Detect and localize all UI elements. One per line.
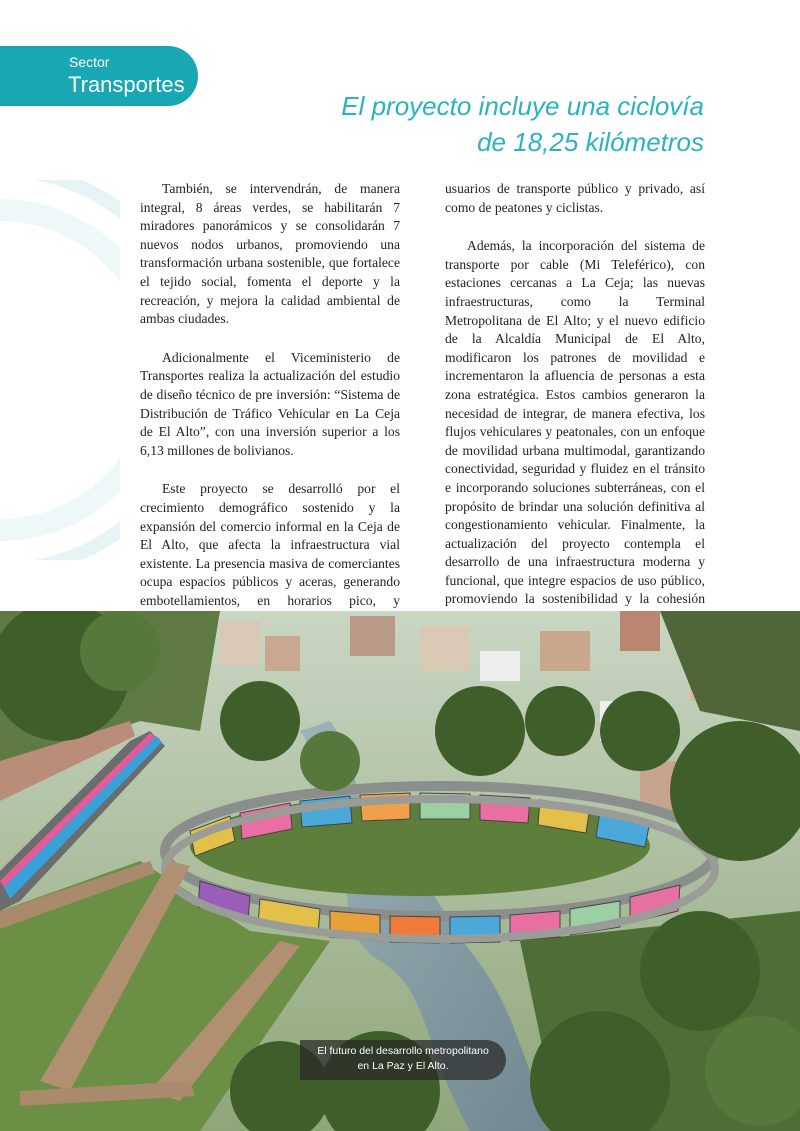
caption-line1: El futuro del desarrollo metropolitano (317, 1045, 489, 1057)
headline (341, 88, 704, 160)
paragraph: Este proyecto se desarrolló por el crecimiento demográfico sostenido y la expansión del comercio informal en la Ceja de El Alto, que afecta la infraestructura vial existente. La presencia masiva de comerciantes ocupa espacios públicos y aceras, generando embotellamientos, en horarios pico, y (140, 481, 400, 608)
section-label: Sector (69, 54, 110, 70)
section-tab (0, 46, 198, 106)
text-column-right (445, 180, 705, 648)
section-name: Transportes (68, 72, 185, 97)
headline-line1: El proyecto incluye una ciclovía (341, 91, 704, 121)
paragraph: Además, la incorporación del sistema de transporte por cable (Mi Teleférico), con estaciones cercanas a La Ceja; las nuevas infraestructuras, como la Terminal Metropolitana de El Alto; y el nuevo edificio de la Alcaldía Municipal de El Alto, modificaron los patrones de movilidad e incrementaron la afluencia de personas a esta zona estratégica. Estos cambios generaron la necesidad de integrar, de manera efectiva, los flujos vehiculares y peatonales, con un enfoque de movilidad urbana multimodal, garantizando conectividad, seguridad y fluidez en el tránsito e incorporando soluciones subterráneas, con el propósito de brindar una solución definitiva al congestionamiento vehicular. Finalmente, la actualización del proyecto contempla el desarrollo de una infraestructura moderna y funcional, que integre espacios de uso público, promoviendo la sostenibilidad y la cohesión (445, 238, 705, 607)
paragraph: usuarios de transporte público y privado, así como de peatones y ciclistas. (445, 181, 705, 215)
headline-line2: de 18,25 kilómetros (477, 127, 704, 157)
paragraph: Adicionalmente el Viceministerio de Transportes realiza la actualización del estudio de diseño técnico de pre inversión: “Sistema de Distribución de Tráfico Vehicular en La Ceja de El Alto”, con una inversión superior a los 6,13 millones de bolivianos. (140, 349, 400, 458)
decorative-arcs (0, 180, 120, 560)
photo-caption (300, 1040, 506, 1080)
caption-line2: en La Paz y El Alto. (357, 1060, 449, 1072)
paragraph: También, se intervendrán, de manera integral, 8 áreas verdes, se habilitarán 7 miradores panorámicos y se consolidarán 7 nuevos nodos urbanos, promoviendo una transformación urbana sostenible, que fortalece el tejido social, fomenta el deporte y la recreación, y mejora la calidad ambiental de ambas ciudades. (140, 181, 400, 327)
